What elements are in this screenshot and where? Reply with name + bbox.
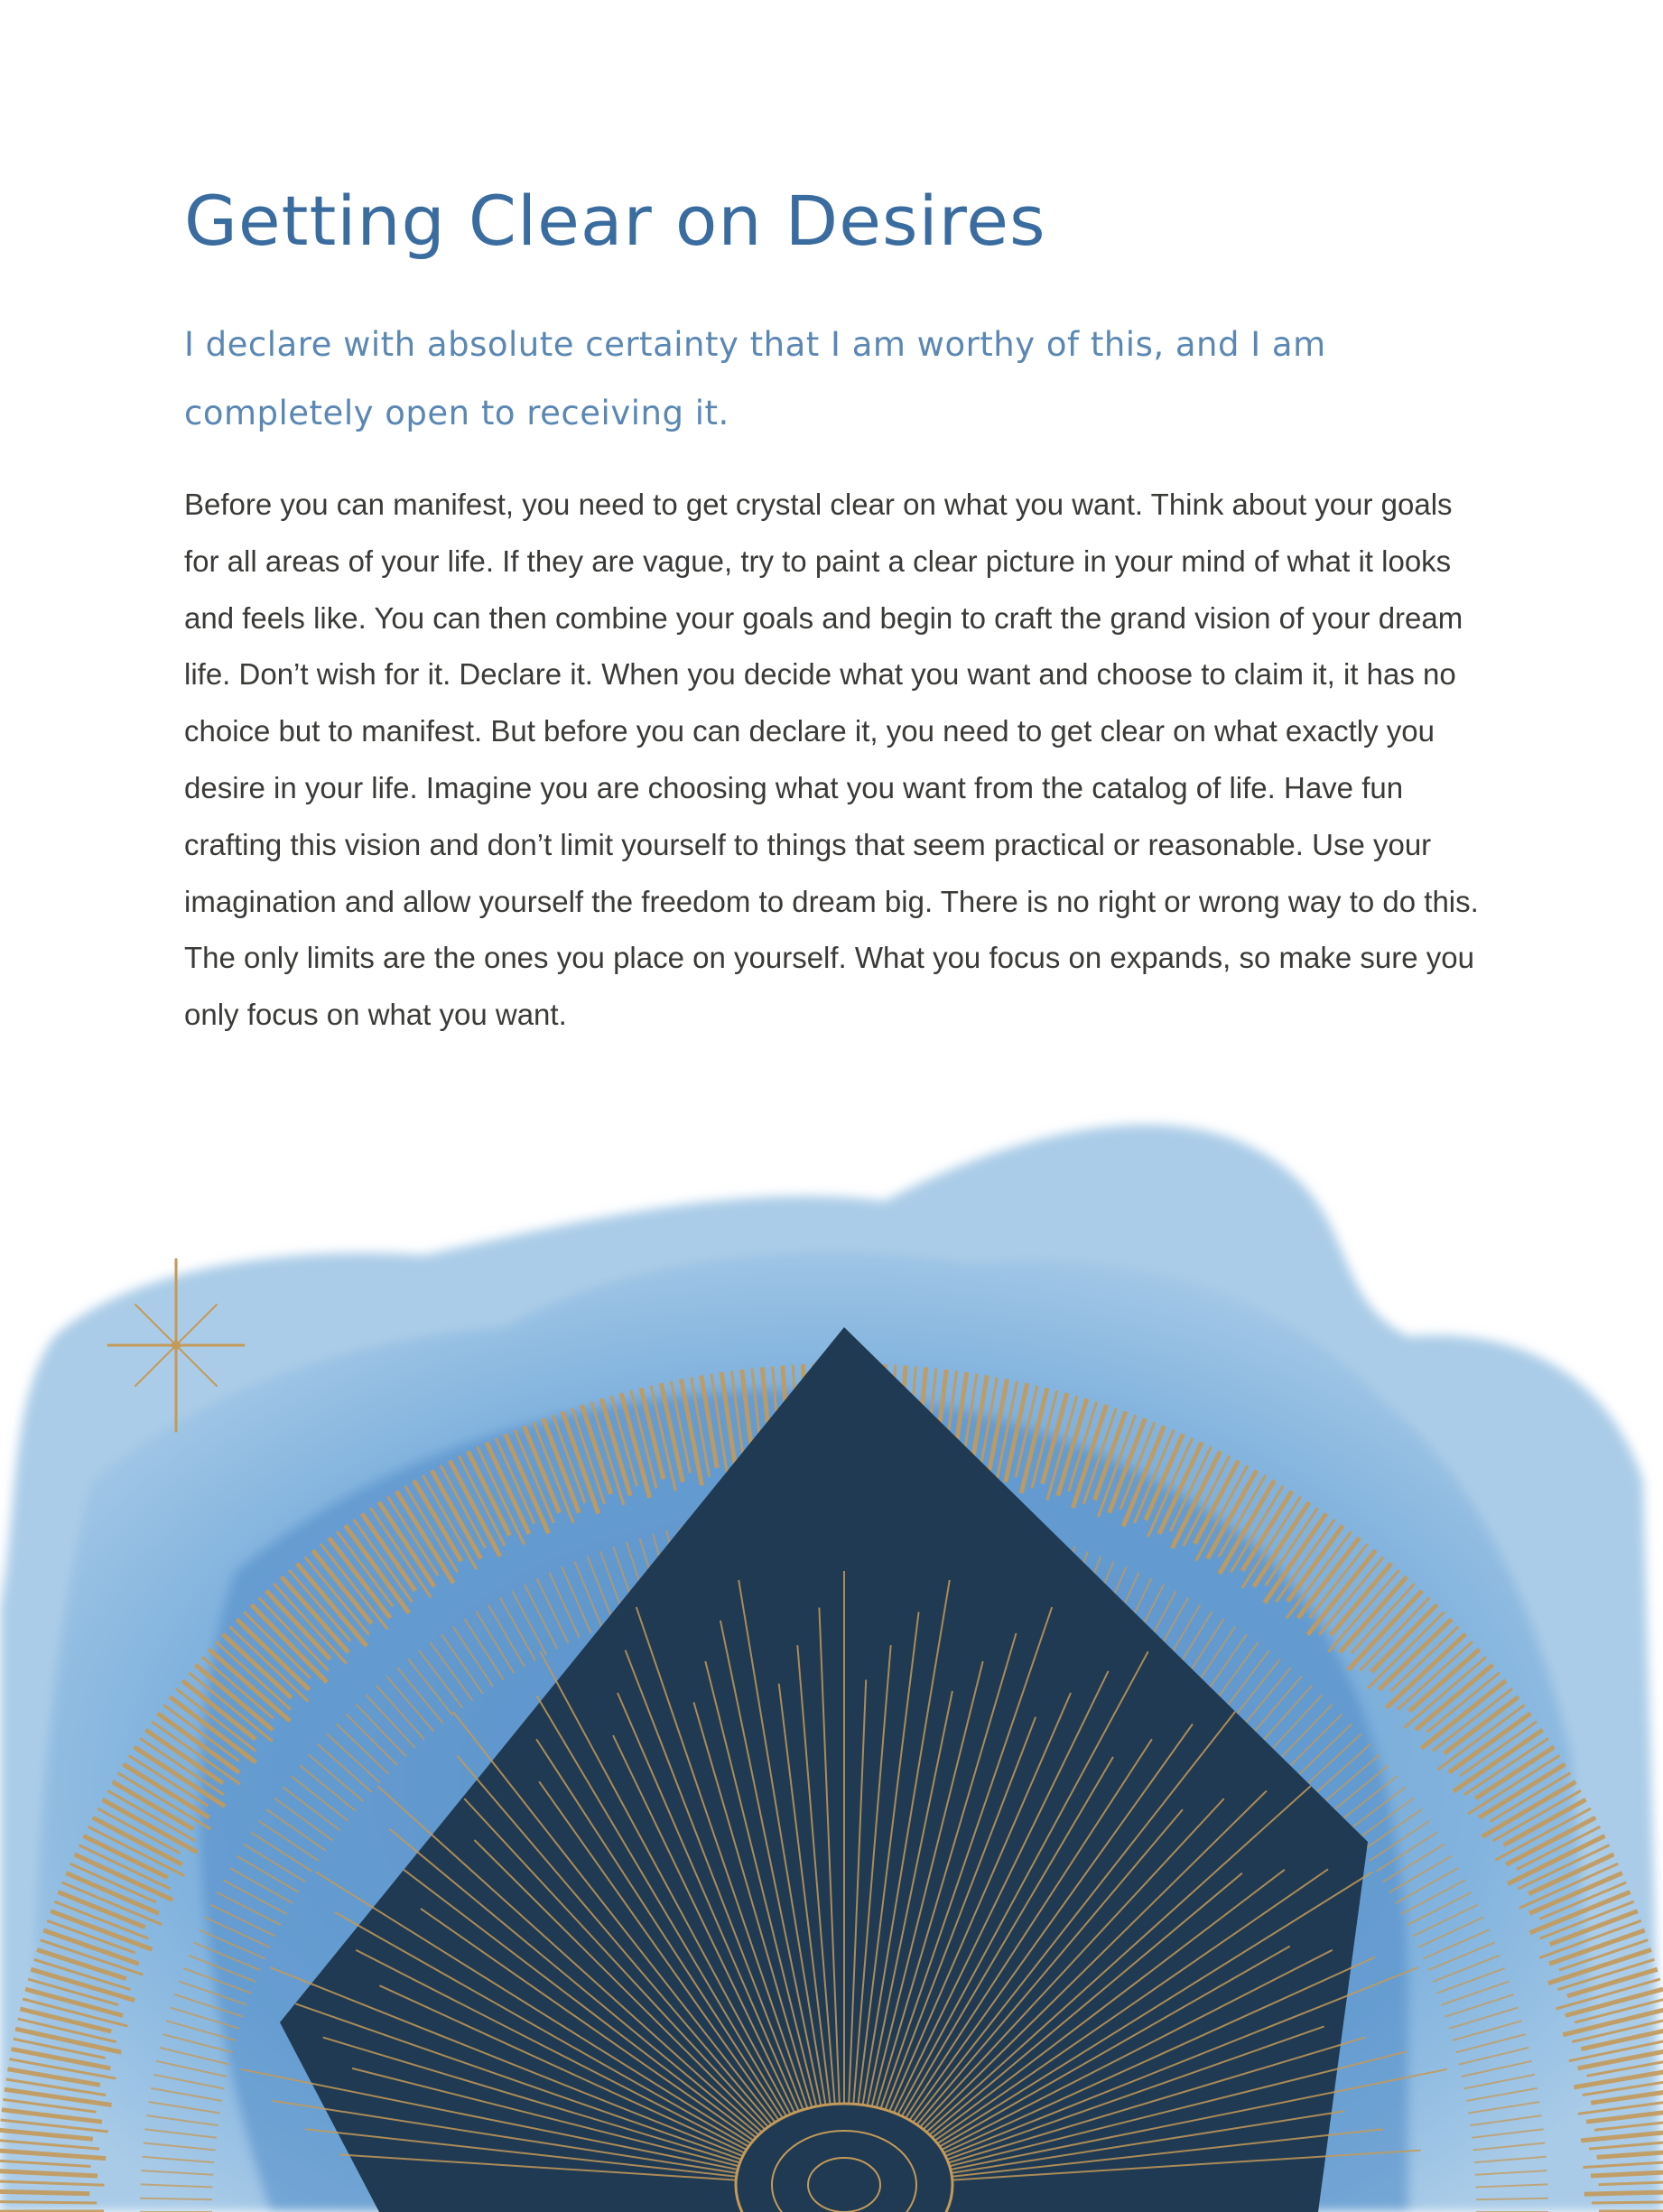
watercolor-sunburst-illustration	[0, 1101, 1663, 2212]
gold-ring-stroke	[1584, 2191, 1663, 2194]
gold-ring-stroke	[0, 2202, 97, 2203]
affirmation-subtitle: I declare with absolute certainty that I am worthy of this, and I am completely open to receiving it.	[184, 325, 1326, 432]
gold-ring-stroke	[1592, 2202, 1663, 2203]
body-paragraph: Before you can manifest, you need to get crystal clear on what you want. Think about your goals for all areas of your life. If they are vague, try to paint a clear picture in your mind of what it looks and feels like. You can then combine your goals and begin to craft the grand vision of your dream life. Don’t wish for it. Declare it. When you decide what you want and choose to claim it, it has no choice but to manifest. But before you can declare it, you need to get clear on what exactly you desire in your life. Imagine you are choosing what you want from the catalog of life. Have fun crafting this vision and don’t limit yourself to things that seem practical or reasonable. Use your imagination and allow yourself the freedom to dream big. There is no right or wrong way to do this. The only limits are the ones you place on yourself. What you focus on expands, so make sure you only focus on what you want.	[184, 488, 1479, 1032]
page-title: Getting Clear on Desires	[184, 181, 1046, 261]
gold-ring-stroke	[0, 2191, 89, 2194]
